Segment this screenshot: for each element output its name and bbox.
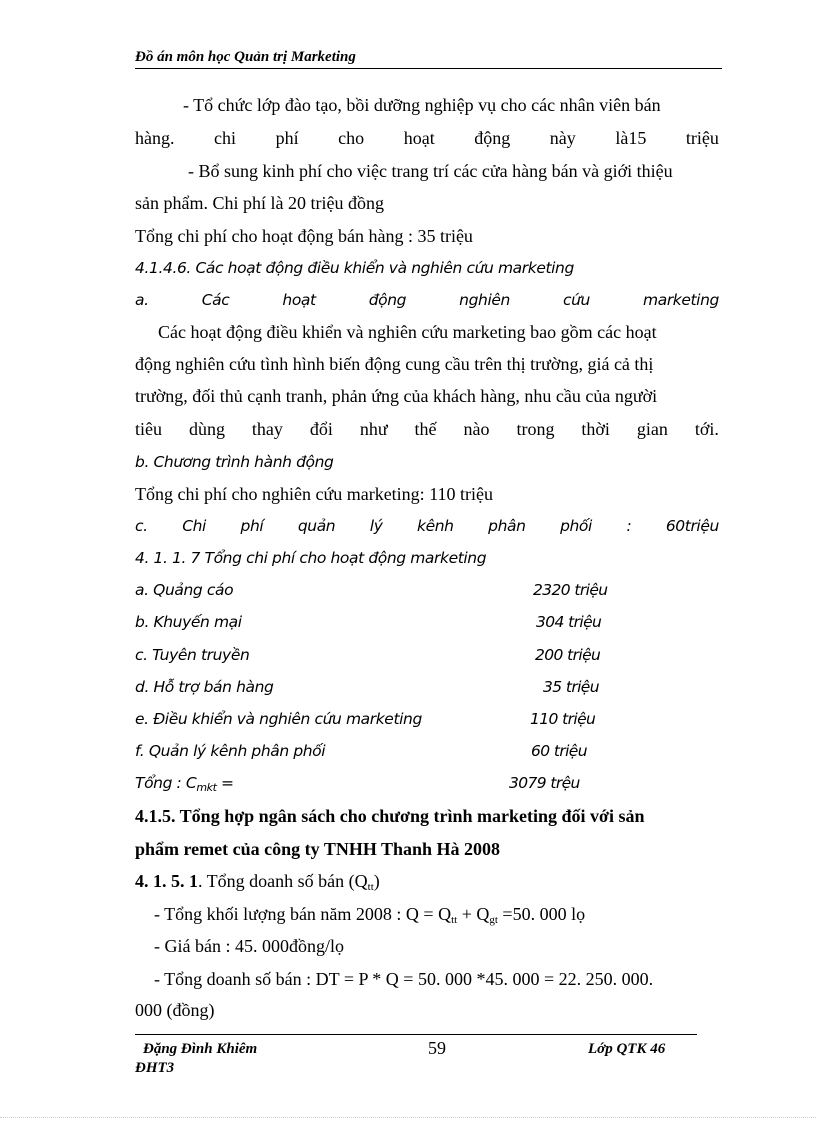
justified-word: lý (369, 517, 383, 535)
justified-word: cứu (562, 291, 590, 309)
cost-value-advertising: 2320 triệu (533, 581, 608, 599)
justified-word: thế (414, 419, 437, 439)
justified-word: gian (636, 419, 668, 439)
section-415-heading-line2: phẩm remet của công ty TNHH Thanh Hà 2008 (135, 839, 501, 859)
header-rule (135, 68, 722, 69)
page-header-title: Đồ án môn học Quản trị Marketing (135, 49, 356, 65)
cost-label-channel: f. Quản lý kênh phân phối (135, 742, 326, 760)
justified-word: là15 (615, 128, 647, 148)
cost-label-advertising: a. Quảng cáo (135, 581, 234, 599)
justified-word: marketing (643, 291, 719, 309)
para-research-line1: Các hoạt động điều khiển và nghiên cứu marketing bao gồm các hoạt (158, 322, 657, 342)
section-4146-heading: 4.1.4.6. Các hoạt động điều khiển và nghiên cứu marketing (135, 259, 574, 277)
page-number: 59 (428, 1038, 446, 1058)
cost-label-publicity: c. Tuyên truyền (135, 646, 250, 664)
bullet-revenue: - Tổng doanh số bán : DT = P * Q = 50. 000 *45. 000 = 22. 250. 000. (154, 969, 654, 989)
total-sales-cost: Tổng chi phí cho hoạt động bán hàng : 35 triệu (135, 226, 473, 246)
justified-word: nào (463, 419, 490, 439)
subsection-4151-heading: 4. 1. 5. 1. Tổng doanh số bán $(Q_{tt})$ (135, 871, 380, 893)
cost-label-promotion: b. Khuyến mại (135, 613, 242, 631)
justified-word: chi (214, 128, 237, 148)
justified-word: tới. (694, 419, 719, 439)
justified-word: phí (275, 128, 299, 148)
justified-word: thời (581, 419, 610, 439)
subsection-b-heading: b. Chương trình hành động (135, 453, 334, 471)
cost-label-research: e. Điều khiển và nghiên cứu marketing (135, 710, 422, 728)
footer-class: Lớp QTK 46 (588, 1041, 666, 1057)
justified-word: kênh (417, 517, 454, 535)
justified-word: hoạt (282, 291, 316, 309)
cost-total-value: 3079 trệu (509, 774, 580, 792)
justified-word: phối (560, 517, 592, 535)
justified-word: như (359, 419, 388, 439)
cost-value-channel: 60 triệu (531, 742, 587, 760)
justified-word: đổi (309, 419, 333, 439)
justified-word: hoạt (403, 128, 435, 148)
cost-value-sales-support: 35 triệu (543, 678, 599, 696)
justified-word: động (368, 291, 407, 309)
section-4117-heading: 4. 1. 1. 7 Tổng chi phí cho hoạt động marketing (135, 549, 487, 567)
justified-word: phân (488, 517, 526, 535)
cost-value-research: 110 triệu (530, 710, 596, 728)
justified-word: trong (516, 419, 555, 439)
cost-total-label: Tổng : $C_{mkt}$ = (135, 774, 234, 794)
para-training-line1: - Tổ chức lớp đào tạo, bồi dưỡng nghiệp vụ cho các nhân viên bán (183, 95, 661, 115)
para-research-line3: trường, đối thủ cạnh tranh, phản ứng của khách hàng, nhu cầu của người (135, 386, 658, 406)
footer-rule (135, 1034, 697, 1035)
justified-word: thay (251, 419, 283, 439)
justified-word: hàng. (135, 128, 175, 148)
justified-word: 60triệu (665, 517, 719, 535)
justified-word: tiêu (135, 419, 162, 439)
total-research-cost: Tổng chi phí cho nghiên cứu marketing: 110 triệu (135, 484, 494, 504)
para-decor-line2: sản phẩm. Chi phí là 20 triệu đồng (135, 193, 384, 213)
justified-word: : (626, 517, 632, 535)
justified-word: Chi (182, 517, 206, 535)
section-415-heading-line1: 4.1.5. Tổng hợp ngân sách cho chương trình marketing đối với sản (135, 806, 645, 826)
subsection-a-heading (135, 291, 719, 309)
page-bottom-dotted-edge (0, 1117, 816, 1118)
justified-word: nghiên (459, 291, 510, 309)
para-training-line2 (135, 128, 719, 149)
justified-word: c. (135, 517, 148, 535)
justified-word: dùng (188, 419, 225, 439)
bullet-price: - Giá bán : 45. 000đồng/lọ (154, 936, 344, 956)
cost-value-promotion: 304 triệu (536, 613, 602, 631)
footer-group: ĐHT3 (135, 1060, 175, 1076)
justified-word: cho (338, 128, 365, 148)
bullet-total-volume: - Tổng khối lượng bán năm 2008 : $Q = Q_{tt} + Q_{gt} =50$. 000 lọ (154, 904, 586, 926)
subsection-c-heading (135, 517, 719, 535)
para-research-line2: động nghiên cứu tình hình biến động cung cầu trên thị trường, giá cả thị (135, 354, 654, 374)
justified-word: triệu (685, 128, 719, 148)
justified-word: động (474, 128, 511, 148)
cost-label-sales-support: d. Hỗ trợ bán hàng (135, 678, 274, 696)
cost-value-publicity: 200 triệu (535, 646, 601, 664)
justified-word: a. (135, 291, 149, 309)
justified-word: phí (240, 517, 264, 535)
justified-word: này (549, 128, 576, 148)
justified-word: Các (201, 291, 230, 309)
bullet-revenue-cont: 000 (đồng) (135, 1000, 215, 1020)
justified-word: quản (297, 517, 336, 535)
para-decor-line1: - Bổ sung kinh phí cho việc trang trí các cửa hàng bán và giới thiệu (188, 161, 673, 181)
footer-author: Đặng Đình Khiêm (143, 1041, 258, 1057)
para-research-line4 (135, 419, 719, 440)
